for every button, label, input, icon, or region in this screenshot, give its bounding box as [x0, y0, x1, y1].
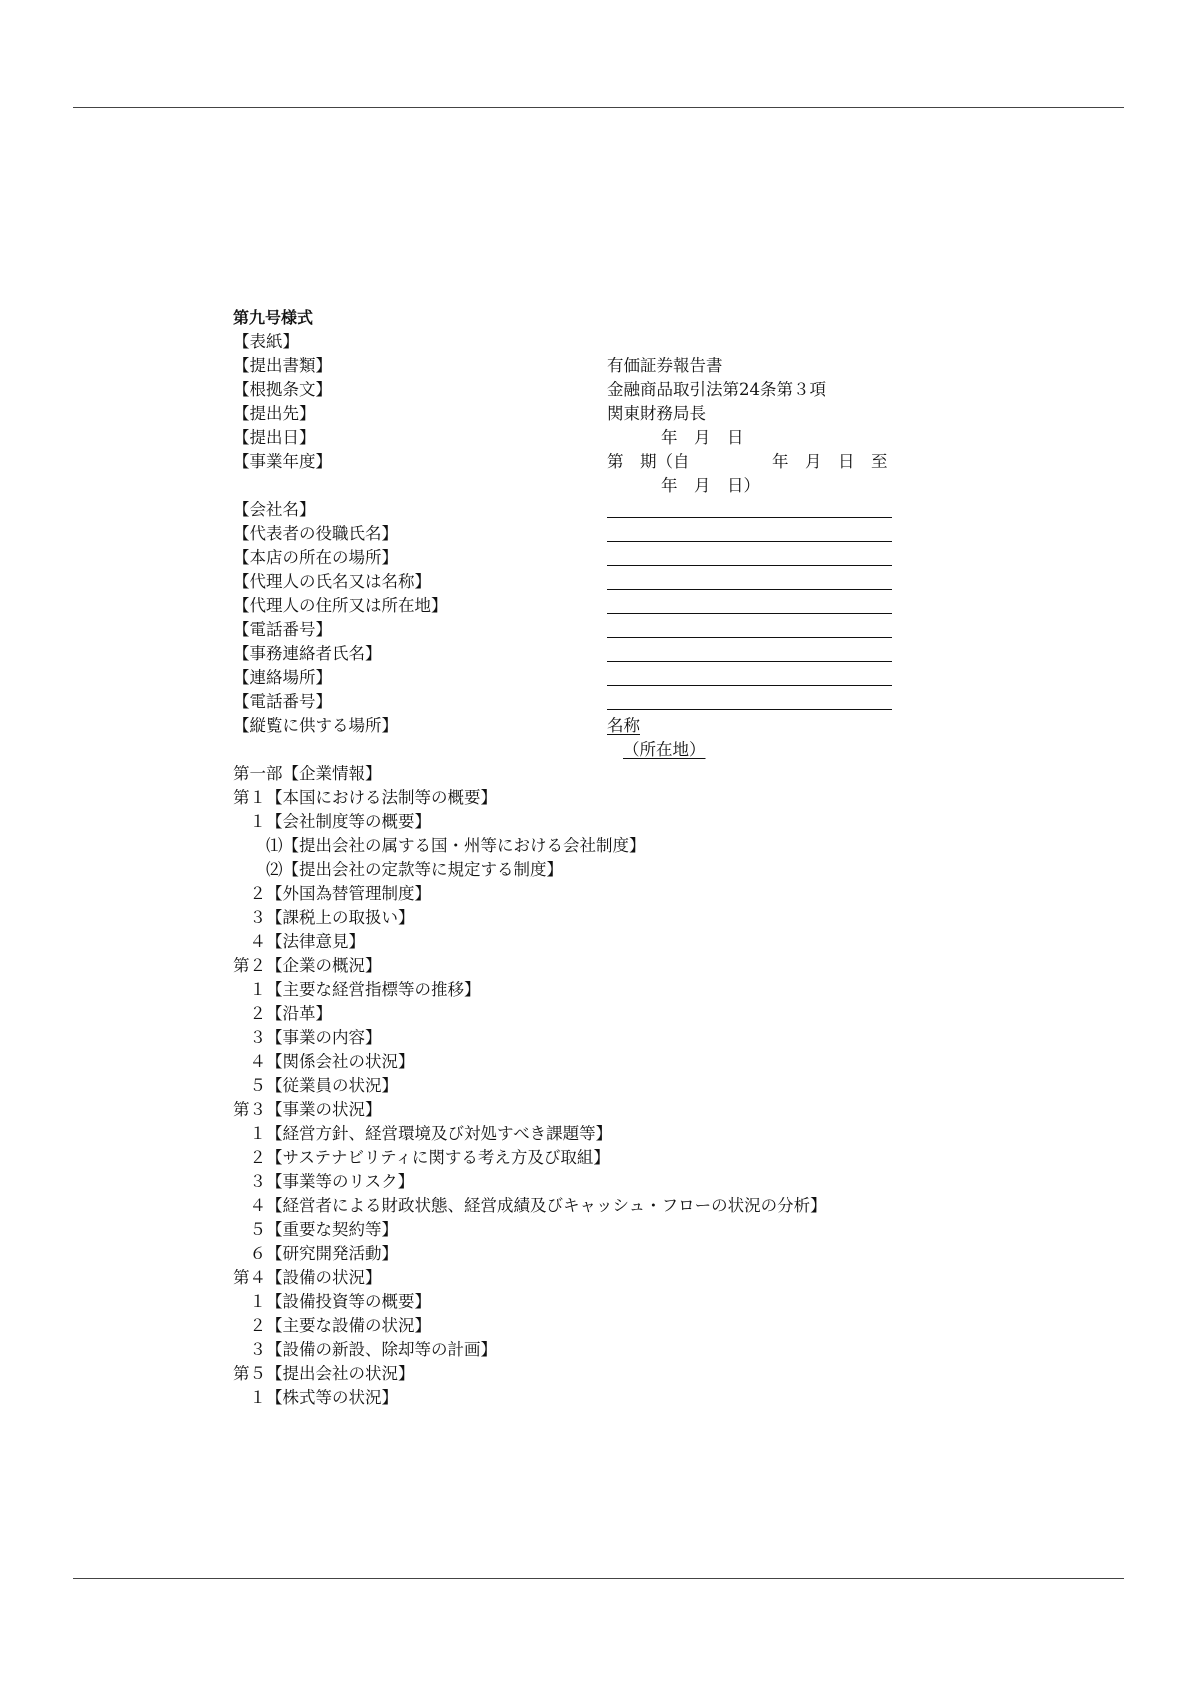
cover-label: 【表紙】	[233, 332, 299, 351]
toc-item: 第４【設備の状況】	[233, 1268, 382, 1287]
field-value-submit-date: 年 月 日	[661, 428, 744, 447]
inspection-label: 【縦覧に供する場所】	[233, 716, 398, 735]
toc-item: 第５【提出会社の状況】	[233, 1364, 415, 1383]
field-label-document-type: 【提出書類】	[233, 356, 332, 375]
toc-item: 第３【事業の状況】	[233, 1100, 382, 1119]
toc-item: ５【重要な契約等】	[233, 1220, 398, 1239]
field-value-fiscal-year-end: 年 月 日）	[661, 476, 760, 495]
blank-field-label: 【本店の所在の場所】	[233, 548, 398, 567]
field-value-submit-to: 関東財務局長	[607, 404, 706, 423]
blank-field-line	[607, 709, 892, 710]
toc-item: １【株式等の状況】	[233, 1388, 398, 1407]
field-value-legal-basis: 金融商品取引法第24条第３項	[607, 380, 826, 399]
inspection-address: （所在地）	[623, 740, 706, 759]
toc-item: ２【サステナビリティに関する考え方及び取組】	[233, 1148, 610, 1167]
toc-item: ５【従業員の状況】	[233, 1076, 398, 1095]
toc-item: １【設備投資等の概要】	[233, 1292, 431, 1311]
toc-item: 第２【企業の概況】	[233, 956, 382, 975]
toc-item: ３【事業等のリスク】	[233, 1172, 415, 1191]
blank-field-label: 【代理人の住所又は所在地】	[233, 596, 448, 615]
footer-rule	[73, 1578, 1124, 1579]
toc-item: ２【外国為替管理制度】	[233, 884, 431, 903]
toc-item: 第一部【企業情報】	[233, 764, 382, 783]
field-label-legal-basis: 【根拠条文】	[233, 380, 332, 399]
field-label-submit-to: 【提出先】	[233, 404, 316, 423]
blank-field-line	[607, 589, 892, 590]
blank-field-label: 【電話番号】	[233, 692, 332, 711]
blank-field-label: 【会社名】	[233, 500, 316, 519]
toc-item: ４【関係会社の状況】	[233, 1052, 415, 1071]
blank-field-line	[607, 685, 892, 686]
form-title: 第九号様式	[233, 308, 314, 327]
blank-field-line	[607, 565, 892, 566]
toc-item: ４【法律意見】	[233, 932, 365, 951]
toc-item: ３【事業の内容】	[233, 1028, 382, 1047]
blank-field-line	[607, 541, 892, 542]
toc-item: ６【研究開発活動】	[233, 1244, 398, 1263]
toc-item: ２【沿革】	[233, 1004, 332, 1023]
field-label-submit-date: 【提出日】	[233, 428, 316, 447]
toc-item: １【経営方針、経営環境及び対処すべき課題等】	[233, 1124, 613, 1143]
toc-item: ３【課税上の取扱い】	[233, 908, 415, 927]
blank-field-label: 【代理人の氏名又は名称】	[233, 572, 431, 591]
toc-item: ４【経営者による財政状態、経営成績及びキャッシュ・フローの状況の分析】	[233, 1196, 827, 1215]
blank-field-label: 【電話番号】	[233, 620, 332, 639]
toc-item: 第１【本国における法制等の概要】	[233, 788, 497, 807]
blank-field-label: 【連絡場所】	[233, 668, 332, 687]
toc-item: ⑴【提出会社の属する国・州等における会社制度】	[233, 836, 646, 855]
toc-item: １【会社制度等の概要】	[233, 812, 431, 831]
toc-item: １【主要な経営指標等の推移】	[233, 980, 481, 999]
header-rule	[73, 107, 1124, 108]
field-value-document-type: 有価証券報告書	[607, 356, 723, 375]
blank-field-line	[607, 613, 892, 614]
field-label-fiscal-year: 【事業年度】	[233, 452, 332, 471]
inspection-name: 名称	[607, 716, 640, 735]
toc-item: ⑵【提出会社の定款等に規定する制度】	[233, 860, 563, 879]
blank-field-label: 【事務連絡者氏名】	[233, 644, 382, 663]
blank-field-line	[607, 517, 892, 518]
blank-field-label: 【代表者の役職氏名】	[233, 524, 398, 543]
field-value-fiscal-year-start: 第 期（自 年 月 日 至	[607, 452, 888, 471]
blank-field-line	[607, 637, 892, 638]
blank-field-line	[607, 661, 892, 662]
toc-item: ２【主要な設備の状況】	[233, 1316, 431, 1335]
toc-item: ３【設備の新設、除却等の計画】	[233, 1340, 497, 1359]
